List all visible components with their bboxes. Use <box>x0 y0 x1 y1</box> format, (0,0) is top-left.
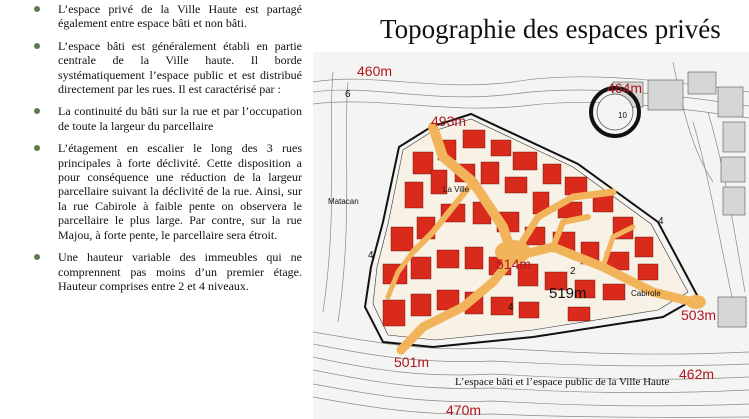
map-number-4: 4 <box>508 302 514 313</box>
bullet-dot-icon <box>34 43 40 49</box>
bullet-dot-icon <box>34 108 40 114</box>
label-cabirole: Cabirole <box>631 289 661 298</box>
bullet-list <box>30 2 302 301</box>
bullet-item <box>30 141 302 242</box>
bullet-item <box>30 39 302 97</box>
bullet-dot-icon <box>34 145 40 151</box>
map-caption: L’espace bâti et l’espace public de la Ville Haute <box>455 376 670 388</box>
bullet-text: La continuité du bâti sur la rue et par l’occupation de toute la largeur du parcellaire <box>58 104 302 133</box>
bullet-item <box>30 250 302 293</box>
altitude-label: 514m <box>496 256 532 272</box>
bullet-text: L’étagement en escalier le long des 3 rues principales à forte déclivité. Cette disposition a pour conséquence une réduction de la largeur parcellaire suivant la déclivité de la rue. Ainsi, sur la rue Cabirole à faible pente on observera le parcellaire le plus large. Par contre, sur la rue Majou, à forte pente, le parcellaire sera étroit. <box>58 141 302 242</box>
town-map <box>313 52 749 419</box>
map-number-4: 4 <box>658 216 664 227</box>
label-la-ville: La Ville <box>443 185 470 194</box>
bullet-text: L’espace bâti est généralement établi en partie centrale de la Ville haute. Il borde systématiquement l’espace public et est distribué directement par les rues. Il est caractérisé par : <box>58 38 302 97</box>
bullet-item <box>30 104 302 133</box>
bullet-dot-icon <box>34 254 40 260</box>
altitude-label: 493m <box>431 113 467 129</box>
bullet-text: L’espace privé de la Ville Haute est partagé également entre espace bâti et non bâti. <box>58 2 302 31</box>
altitude-label: 462m <box>679 366 715 382</box>
bullet-item <box>30 2 302 31</box>
bullet-text: Une hauteur variable des immeubles qui ne comprennent pas moins d’un premier étage. Hauteur comprises entre 2 et 4 niveaux. <box>58 250 302 293</box>
label-matacan: Matacan <box>328 197 359 206</box>
altitude-label: 464m <box>607 80 643 96</box>
bullet-dot-icon <box>34 6 40 12</box>
altitude-label: 503m <box>681 307 717 323</box>
altitude-label: 501m <box>394 354 430 370</box>
altitude-label: 460m <box>357 63 393 79</box>
slide-title: Topographie des espaces privés <box>380 14 721 44</box>
map-number-6: 6 <box>345 89 351 100</box>
altitude-label: 519m <box>549 285 587 302</box>
map-number-4: 4 <box>368 250 374 261</box>
map-number-10: 10 <box>618 111 627 120</box>
map-number-2: 2 <box>570 266 576 277</box>
altitude-label: 470m <box>446 402 482 418</box>
